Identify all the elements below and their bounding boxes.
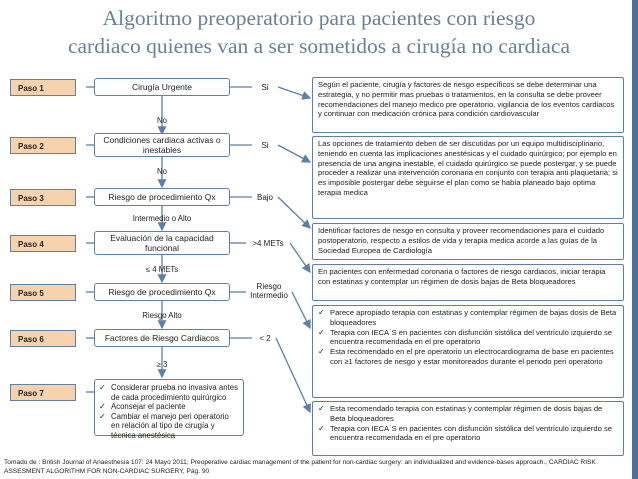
step7-item: ✓ Aconsejar el paciente — [99, 402, 239, 412]
answer-si-1: Si — [261, 83, 269, 92]
step-label-7: Paso 7 — [10, 384, 76, 401]
note-paso-6 — [312, 401, 624, 456]
step-label-3: Paso 3 — [10, 189, 76, 206]
title-line-1: Algoritmo preoperatorio para pacientes con riesgo — [102, 6, 536, 30]
answer-bajo: Bajo — [256, 193, 273, 202]
note6-item: ✓ Esta recomendado terapia con estatinas y contemplar régimen de dosis bajas de Beta bloqueadores — [318, 404, 618, 424]
note-paso-1: Según el paciente, cirugía y factores de riesgo específicos se debe determinar una estrategia, y no permitir mas pruebas o tratamientos, en la consulta se debe proveer recomendaciones del manejo medico pre operatorio, vigilancia de los eventos cardiacos y continuar con medicación crónica para condición cardiovascular — [312, 77, 624, 133]
note-paso-2: Las opciones de tratamiento deben de ser discutidas por un equipo multidisciplinario, teniendo en cuenta las implicaciones anestésicas y el cuidado quirúrgico; por ejemplo en presencia de una angina inestable, el cuidado quirúrgico se puede postergar, y se puede proceder a realizar una intervención coronaria en conjunto con terapia anti plaquetaria; si es imposible postergar debe seguirse el plan como se había planeado bajo optima terapia medica — [312, 136, 624, 219]
flow-label-no-2: No — [157, 167, 167, 176]
box-riesgo-procedimiento-1: Riesgo de procedimiento Qx — [94, 188, 230, 206]
note5-item: ✓ Esta recomendado en el pre operatorio un electrocardiograma de base en pacientes con ≥1 factores de riesgo y estar monitoreados durante el periodo peri operatorio — [318, 347, 618, 367]
note6-item: ✓ Terapia con IECA´S en pacientes con disfunción sistólica del ventrículo izquierdo se encuentra recomendada en el pre operatorio — [318, 424, 618, 444]
source-citation: Tomado de : British Journal of Anaesthesia 107: 24 Mayo 2011; Preoperative cardiac management of the patient for non-cardiac surgery: an individualized and evidence-bases approach., CARDIAC RISK ASSESMENT ALGORITHM FOR NON-CARDIAC SURGERY, Pág. 90 — [4, 459, 596, 475]
answer-mas-4-mets: >4 METs — [252, 239, 284, 248]
box-cirugia-urgente: Cirugía Urgente — [94, 78, 230, 96]
step7-item: ✓ Considerar prueba no invasiva antes de cada procedimiento quirúrgico — [99, 383, 239, 402]
box-paso-7-recomendaciones — [94, 379, 244, 440]
note-paso-5 — [312, 305, 624, 398]
note5-item: ✓ Terapia con IECA´S en pacientes con disfunción sistólica del ventrículo izquierdo se encuentra recomendada en el pre operatorio — [318, 328, 618, 348]
note-paso-4: En pacientes con enfermedad coronaria o factores de riesgo cardiacos, iniciar terapia con estatinas y contemplar un régimen de dosis bajas de Beta bloqueadores — [312, 264, 624, 301]
answer-menor-2: < 2 — [259, 334, 271, 343]
box-riesgo-procedimiento-2: Riesgo de procedimiento Qx — [94, 283, 230, 301]
answer-riesgo-intermedio: Riesgo Intermedio — [250, 282, 288, 300]
flow-label-4-mets: ≤ 4 METs — [145, 265, 179, 274]
box-condiciones-cardiacas: Condiciones cardiaca activas o inestables — [94, 133, 230, 157]
flow-label-3: ≥ 3 — [156, 360, 168, 369]
flow-label-intermedio-alto: Intermedio o Alto — [132, 214, 192, 223]
note5-item: ✓ Parece apropiado terapia con estatinas y contemplar régimen de bajas dosis de Beta bloqueadores — [318, 308, 618, 328]
step-label-2: Paso 2 — [10, 137, 76, 154]
step-label-4: Paso 4 — [10, 235, 76, 252]
box-factores-riesgo: Factores de Riesgo Cardiacos — [94, 329, 230, 347]
flow-label-riesgo-alto: Riesgo Alto — [142, 311, 182, 320]
box-capacidad-funcional: Evaluación de la capacidad funcional — [94, 231, 230, 255]
title-line-2: cardiaco quienes van a ser sometidos a cirugía no cardiaca — [67, 34, 571, 58]
flow-label-no-1: No — [157, 116, 167, 125]
step-label-1: Paso 1 — [10, 79, 76, 96]
note-paso-3: Identificar factores de riesgo en consulta y proveer recomendaciones para el cuidado postoperatorio, respecto a estilos de vida y terapia medica acorde a las guías de la Sociedad Europea de Cardiología — [312, 223, 624, 260]
answer-si-2: Si — [261, 141, 269, 150]
step7-item: ✓ Cambiar el manejo peri operatorio en relación al tipo de cirugía y técnica anestésica — [99, 412, 239, 441]
step-label-5: Paso 5 — [10, 284, 76, 301]
step-label-6: Paso 6 — [10, 330, 76, 347]
